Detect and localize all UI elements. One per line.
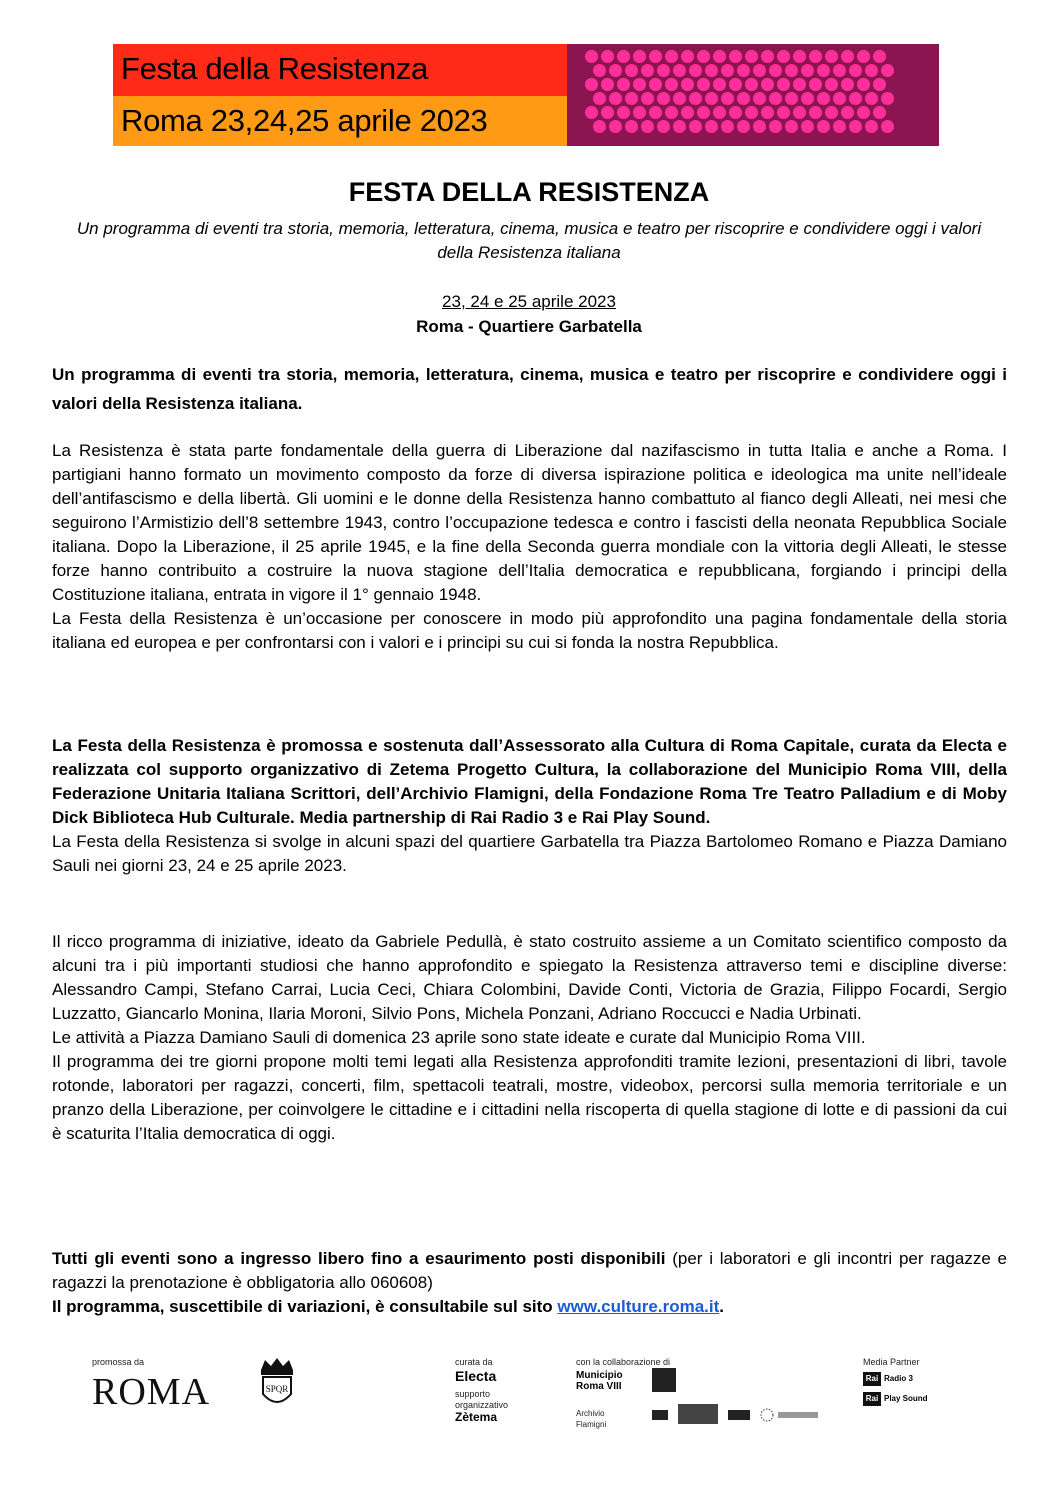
banner-dot — [769, 120, 782, 133]
banner-dot — [665, 78, 678, 91]
dot-grid — [585, 50, 895, 138]
banner-dot — [801, 120, 814, 133]
banner-dot — [833, 92, 846, 105]
banner-dot — [841, 106, 854, 119]
banner-dot — [625, 120, 638, 133]
banner-dot — [753, 120, 766, 133]
banner-dot — [633, 78, 646, 91]
banner-dot — [641, 64, 654, 77]
banner-dot — [721, 92, 734, 105]
banner-dot — [825, 106, 838, 119]
banner-dot — [777, 50, 790, 63]
banner-dot — [617, 106, 630, 119]
event-place: Roma - Quartiere Garbatella — [416, 317, 642, 336]
banner-dot — [729, 106, 742, 119]
banner-dot — [601, 50, 614, 63]
banner-dot — [681, 78, 694, 91]
banner-dot — [809, 78, 822, 91]
eu-flag-icon — [760, 1408, 774, 1422]
palladium-logo-icon — [678, 1404, 718, 1424]
zetema-logo: Zètema — [455, 1410, 498, 1424]
promoted-by-label: promossa da — [92, 1357, 145, 1367]
banner-dot — [793, 50, 806, 63]
fuis-logo-icon — [652, 1410, 668, 1420]
banner-dot — [729, 78, 742, 91]
banner-dot — [849, 64, 862, 77]
banner-dot — [633, 106, 646, 119]
banner-dot — [697, 50, 710, 63]
banner-dot — [625, 64, 638, 77]
paragraph-text: La Resistenza è stata parte fondamentale della guerra di Liberazione dal nazifascismo in tutta Italia e anche a Roma. I partigiani hanno formato un movimento composto da forze di diversa ispirazione politica e ideologica ma unite nell’ideale dell’antifascismo e della libertà. Gli uomini e le donne della Resistenza hanno combattuto al fianco degli Alleati, nei mesi che seguirono l’Armistizio dell’8 settembre 1943, contro l’occupazione tedesca e contro i fascisti della neonata Repubblica Sociale italiana. Dopo la Liberazione, il 25 aprile 1945, e la fine della Seconda guerra mondiale con la vittoria degli Alleati, le stesse forze hanno contribuito a costruire la nuova stagione dell’Italia democratica e repubblicana, forgiando i principi della Costituzione italiana, entrata in vigore il 1° gennaio 1948. — [52, 441, 1007, 604]
banner-dot — [849, 92, 862, 105]
support-label: supporto organizzativo — [455, 1389, 509, 1410]
archivio-logo: Archivio Flamigni — [576, 1409, 607, 1429]
banner-dot — [649, 50, 662, 63]
banner-dot — [737, 120, 750, 133]
banner-dot — [593, 92, 606, 105]
banner-dot — [673, 92, 686, 105]
banner-dot — [713, 78, 726, 91]
banner-dot — [737, 64, 750, 77]
banner-dot — [857, 78, 870, 91]
banner-dot — [673, 64, 686, 77]
page-title: FESTA DELLA RESISTENZA — [348, 177, 710, 207]
banner-dot — [705, 120, 718, 133]
banner-dot-pattern — [567, 44, 939, 146]
banner-dot — [825, 50, 838, 63]
booking-text: (per i laboratori e gli incontri per ragazze e ragazzi la prenotazione è obbligatoria allo 060608) — [52, 1249, 1007, 1292]
banner-dot — [753, 64, 766, 77]
banner-dot — [681, 50, 694, 63]
banner-dot — [665, 50, 678, 63]
banner-dot — [721, 64, 734, 77]
banner-dot — [865, 92, 878, 105]
spqr-crest-icon — [255, 1356, 299, 1412]
banner-dot — [785, 92, 798, 105]
banner-dot — [689, 92, 702, 105]
banner-dates: Roma 23,24,25 aprile 2023 — [121, 103, 488, 138]
eu-text-icon — [778, 1412, 818, 1418]
banner-dot — [777, 106, 790, 119]
banner-dot — [657, 120, 670, 133]
banner-dot — [761, 106, 774, 119]
banner-dot — [761, 78, 774, 91]
lead-paragraph: Un programma di eventi tra storia, memoria, letteratura, cinema, musica e teatro per riscoprire e condividere oggi i valori della Resistenza italiana. — [52, 365, 1007, 413]
paragraph-text: La Festa della Resistenza è un’occasione per conoscere in modo più approfondito una pagina fondamentale della storia italiana ed europea e per confrontarsi con i valori e i principi su cui si fonda la nostra Repubblica. — [52, 609, 1007, 652]
banner-dot — [689, 64, 702, 77]
paragraph-program — [52, 930, 1007, 1146]
banner-dot — [881, 120, 894, 133]
banner-dot — [713, 50, 726, 63]
paragraph-text — [52, 1295, 1007, 1319]
banner-dot — [825, 78, 838, 91]
banner-dot — [873, 78, 886, 91]
banner-dot — [769, 92, 782, 105]
banner-dot — [817, 64, 830, 77]
banner-dot — [625, 92, 638, 105]
municipio-emblem-icon — [652, 1368, 676, 1392]
banner-dot — [881, 92, 894, 105]
banner-dot — [593, 120, 606, 133]
free-entry-text: Tutti gli eventi sono a ingresso libero fino a esaurimento posti disponibili — [52, 1249, 666, 1268]
curated-by-label: curata da — [455, 1357, 493, 1367]
banner-title: Festa della Resistenza — [121, 51, 429, 86]
banner-dot — [633, 50, 646, 63]
banner-dot — [809, 106, 822, 119]
banner-dot — [761, 50, 774, 63]
paragraph-text — [52, 1247, 1007, 1295]
paragraph-text: Le attività a Piazza Damiano Sauli di domenica 23 aprile sono state ideate e curate dal Municipio Roma VIII. — [52, 1028, 866, 1047]
banner-dot — [609, 64, 622, 77]
event-dates: 23, 24 e 25 aprile 2023 — [442, 292, 616, 311]
banner-dot — [801, 64, 814, 77]
roma-logo: ROMA — [92, 1371, 211, 1413]
banner-dot — [777, 78, 790, 91]
banner-dot — [641, 92, 654, 105]
banner-dot — [817, 92, 830, 105]
banner-dot — [809, 50, 822, 63]
paragraph-history — [52, 439, 1007, 655]
banner-dot — [585, 78, 598, 91]
banner-dot — [817, 120, 830, 133]
banner-dot — [841, 50, 854, 63]
spqr-text: SPQR — [265, 1384, 289, 1394]
banner-dot — [681, 106, 694, 119]
moby-dick-logo-icon — [728, 1410, 750, 1420]
banner-dot — [833, 120, 846, 133]
banner-dot — [601, 106, 614, 119]
paragraph-promoters — [52, 734, 1007, 878]
banner-dot — [857, 50, 870, 63]
banner-dot — [601, 78, 614, 91]
banner-dot — [697, 106, 710, 119]
banner-dot — [649, 106, 662, 119]
banner-dot — [673, 120, 686, 133]
header-banner — [113, 44, 939, 146]
banner-dot — [705, 92, 718, 105]
banner-red-band — [113, 44, 567, 96]
banner-orange-band — [113, 96, 567, 146]
banner-dot — [721, 120, 734, 133]
banner-dot — [769, 64, 782, 77]
paragraph-text: Il ricco programma di iniziative, ideato da Gabriele Pedullà, è stato costruito assieme a un Comitato scientifico composto da alcuni tra i più importanti studiosi che hanno approfondito e spiegato la Resistenza attraverso temi e discipline diverse: Alessandro Campi, Stefano Carrai, Lucia Ceci, Chiara Colombini, Davide Conti, Victoria de Grazia, Filippo Focardi, Sergio Luzzatto, Giancarlo Monina, Ilaria Moroni, Silvio Pons, Michela Ponzani, Adriano Roccucci e Nadia Urbinati. — [52, 932, 1007, 1023]
municipio-logo: Municipio Roma VIII — [576, 1370, 623, 1392]
banner-dot — [753, 92, 766, 105]
paragraph-text: Il programma dei tre giorni propone molti temi legati alla Resistenza approfonditi tramite lezioni, presentazioni di libri, tavole rotonde, laboratori per ragazzi, concerti, film, spettacoli teatrali, mostre, videobox, percorsi sulla memoria territoriale e un pranzo della Liberazione, per coinvolgere le cittadine e i cittadini nella riscoperta di quella stagione di lotte e di passioni da cui è scaturita l’Italia democratica di oggi. — [52, 1052, 1007, 1143]
banner-dot — [705, 64, 718, 77]
banner-dot — [617, 50, 630, 63]
banner-dot — [657, 92, 670, 105]
banner-dot — [785, 120, 798, 133]
banner-dot — [585, 50, 598, 63]
rai-radio3-logo: Rai Radio 3 — [863, 1372, 913, 1386]
banner-dot — [745, 106, 758, 119]
paragraph-text: La Festa della Resistenza è promossa e sostenuta dall’Assessorato alla Cultura di Roma Capitale, curata da Electa e realizzata col supporto organizzativo di Zetema Progetto Cultura, la collaborazione del Municipio Roma VIII, della Federazione Unitaria Italiana Scrittori, dell’Archivio Flamigni, della Fondazione Roma Tre Teatro Palladium e di Moby Dick Biblioteca Hub Culturale. Media partnership di Rai Radio 3 e Rai Play Sound. — [52, 736, 1007, 827]
banner-dot — [833, 64, 846, 77]
banner-dot — [617, 78, 630, 91]
banner-dot — [793, 78, 806, 91]
banner-dot — [649, 78, 662, 91]
banner-dot — [609, 92, 622, 105]
banner-dot — [697, 78, 710, 91]
banner-dot — [737, 92, 750, 105]
banner-dot — [713, 106, 726, 119]
program-site-text: Il programma, suscettibile di variazioni, è consultabile sul sito — [52, 1297, 558, 1316]
banner-dot — [689, 120, 702, 133]
electa-logo: Electa — [455, 1368, 497, 1384]
banner-dot — [865, 64, 878, 77]
banner-dot — [793, 106, 806, 119]
period: . — [719, 1297, 724, 1316]
banner-dot — [745, 78, 758, 91]
paragraph-info — [52, 1247, 1007, 1319]
collaboration-label: con la collaborazione di — [576, 1357, 671, 1367]
banner-dot — [857, 106, 870, 119]
banner-dot — [585, 106, 598, 119]
banner-dot — [593, 64, 606, 77]
banner-dot — [665, 106, 678, 119]
banner-dot — [849, 120, 862, 133]
banner-dot — [801, 92, 814, 105]
rai-playsound-logo: Rai Play Sound — [863, 1392, 943, 1406]
banner-dot — [609, 120, 622, 133]
banner-dot — [841, 78, 854, 91]
banner-dot — [745, 50, 758, 63]
banner-dot — [641, 120, 654, 133]
banner-dot — [729, 50, 742, 63]
banner-dot — [873, 50, 886, 63]
banner-dot — [881, 64, 894, 77]
paragraph-text: La Festa della Resistenza si svolge in alcuni spazi del quartiere Garbatella tra Piazza Bartolomeo Romano e Piazza Damiano Sauli nei giorni 23, 24 e 25 aprile 2023. — [52, 832, 1007, 875]
banner-dot — [865, 120, 878, 133]
banner-dot — [873, 106, 886, 119]
banner-dot — [785, 64, 798, 77]
media-partner-label: Media Partner — [863, 1357, 920, 1367]
page-subtitle: Un programma di eventi tra storia, memoria, letteratura, cinema, musica e teatro per riscoprire e condividere oggi i valori della Resistenza italiana — [76, 219, 982, 262]
banner-dot — [657, 64, 670, 77]
website-link[interactable]: www.culture.roma.it — [557, 1297, 720, 1316]
